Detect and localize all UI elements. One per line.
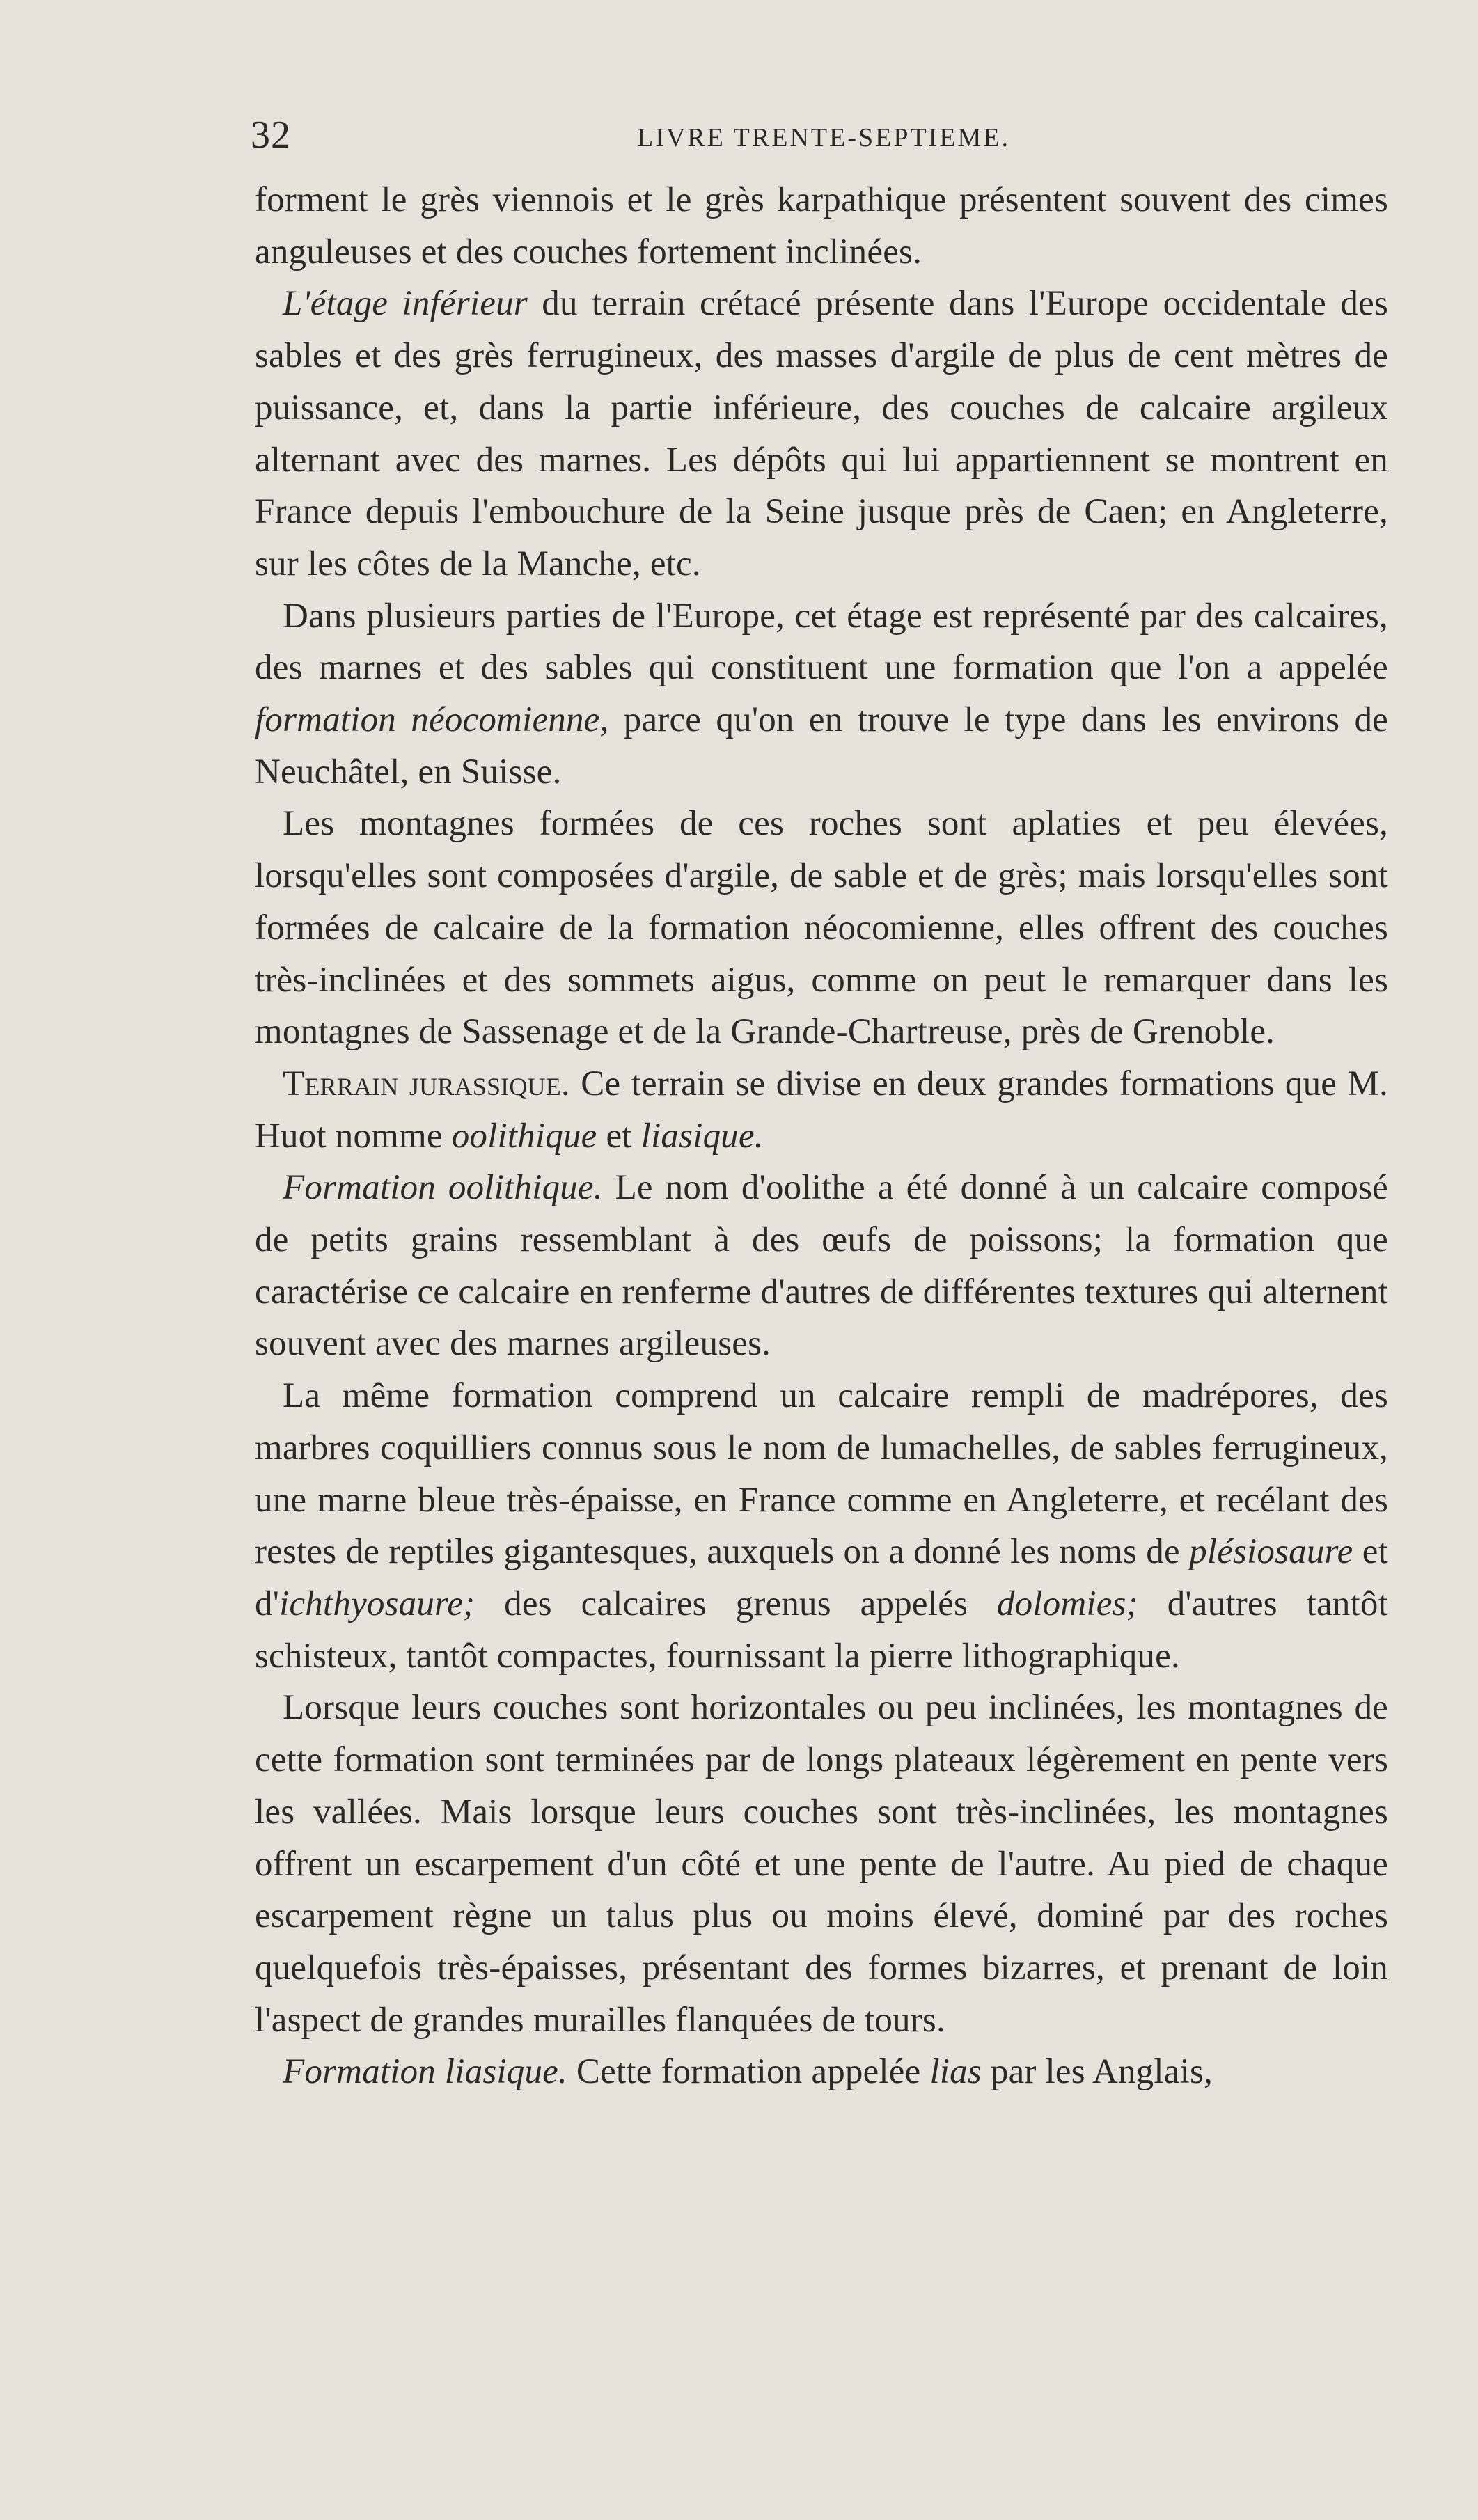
paragraph-neocomien [255,590,1388,798]
paragraph-text: Dans plusieurs parties de l'Europe, cet étage est représenté par des calcaires, des marnes et des sables qui constituent une formation que l'on a appelée [255,596,1388,688]
italic-heading: Formation oolithique. [283,1168,603,1208]
running-head: LIVRE TRENTE-SEPTIEME. [637,123,1011,152]
paragraph-text: Le nom d'oolithe a été donné à un calcaire composé de petits grains ressemblant à des œufs de poissons; la formation que caractérise ce calcaire en renferme d'autres de différentes textures qui alternent souvent avec des marnes argileuses. [255,1168,1388,1364]
italic-term: ichthyosaure; [279,1584,475,1623]
paragraph-text: du terrain crétacé présente dans l'Europe occidentale des sables et des grès ferrugineux, des masses d'argile de plus de cent mètres de puissance, et, dans la partie inférieure, des couches de calcaire argileux alternant avec des marnes. Les dépôts qui lui appartiennent se montrent en France depuis l'embouchure de la Seine jusque près de Caen; en Angleterre, sur les côtes de la Manche, etc. [255,284,1388,583]
paragraph-text: des calcaires grenus appelés [475,1584,997,1623]
paragraph-terrain-jurassique [255,1058,1388,1162]
page-body [255,174,1388,2098]
section-heading: Terrain jurassique. [283,1064,570,1103]
italic-heading: L'étage inférieur [283,284,528,324]
paragraph-text: Les montagnes formées de ces roches sont aplaties et peu élevées, lorsqu'elles sont composées d'argile, de sable et de grès; mais lorsqu'elles sont formées de calcaire de la formation néocomienne, elles offrent des couches très-inclinées et des sommets aigus, comme on peut le remarquer dans les montagnes de Sassenage et de la Grande-Chartreuse, près de Grenoble. [255,804,1388,1052]
paragraph-formation-oolithique [255,1162,1388,1370]
paragraph-montagnes [255,798,1388,1058]
paragraph-text: d'autres tantôt schisteux, tantôt compactes, fournissant la pierre lithographique. [255,1584,1389,1676]
paragraph-text: forment le grès viennois et le grès karpathique présentent souvent des cimes anguleuses et des couches fortement inclinées. [255,180,1388,271]
paragraph-text: Lorsque leurs couches sont horizontales ou peu inclinées, les montagnes de cette formation sont terminées par de longs plateaux légèrement en pente vers les vallées. Mais lorsque leurs couches sont très-inclinées, les montagnes offrent un escarpement d'un côté et une pente de l'autre. Au pied de chaque escarpement règne un talus plus ou moins élevé, dominé par des roches quelquefois très-épaisses, présentant des formes bizarres, et prenant de loin l'aspect de grandes murailles flanquées de tours. [255,1688,1388,2040]
italic-term: plésiosaure [1189,1532,1353,1572]
paragraph-continuation [255,174,1388,278]
italic-term: dolomies; [996,1584,1138,1623]
paragraph-text: et d' [255,1532,1388,1623]
italic-term: lias [929,2052,982,2092]
italic-term: formation néocomienne, [255,700,609,740]
italic-term: liasique. [640,1116,764,1156]
paragraph-text: Cette formation appelée [567,2052,930,2092]
paragraph-meme-formation [255,1370,1388,1682]
paragraph-text: La même formation comprend un calcaire rempli de madrépores, des marbres coquilliers connus sous le nom de lumachelles, de sables ferrugineux, une marne bleue très-épaisse, en France comme en Angleterre, et recélant des restes de reptiles gigantesques, auxquels on a donné les noms de [255,1376,1388,1572]
paragraph-etage-inferieur [255,278,1388,590]
paragraph-formation-liasique [255,2046,1388,2098]
paragraph-couches [255,1682,1388,2046]
paragraph-text: Ce terrain se divise en deux grandes formations que M. Huot nomme [255,1064,1388,1156]
paragraph-text: par les Anglais, [981,2052,1213,2092]
italic-heading: Formation liasique. [283,2052,567,2092]
page-header [251,104,1392,157]
italic-term: oolithique [451,1116,597,1156]
paragraph-text: et [597,1116,641,1156]
paragraph-text: parce qu'on en trouve le type dans les environs de Neuchâtel, en Suisse. [255,700,1388,792]
page-number: 32 [251,113,291,157]
